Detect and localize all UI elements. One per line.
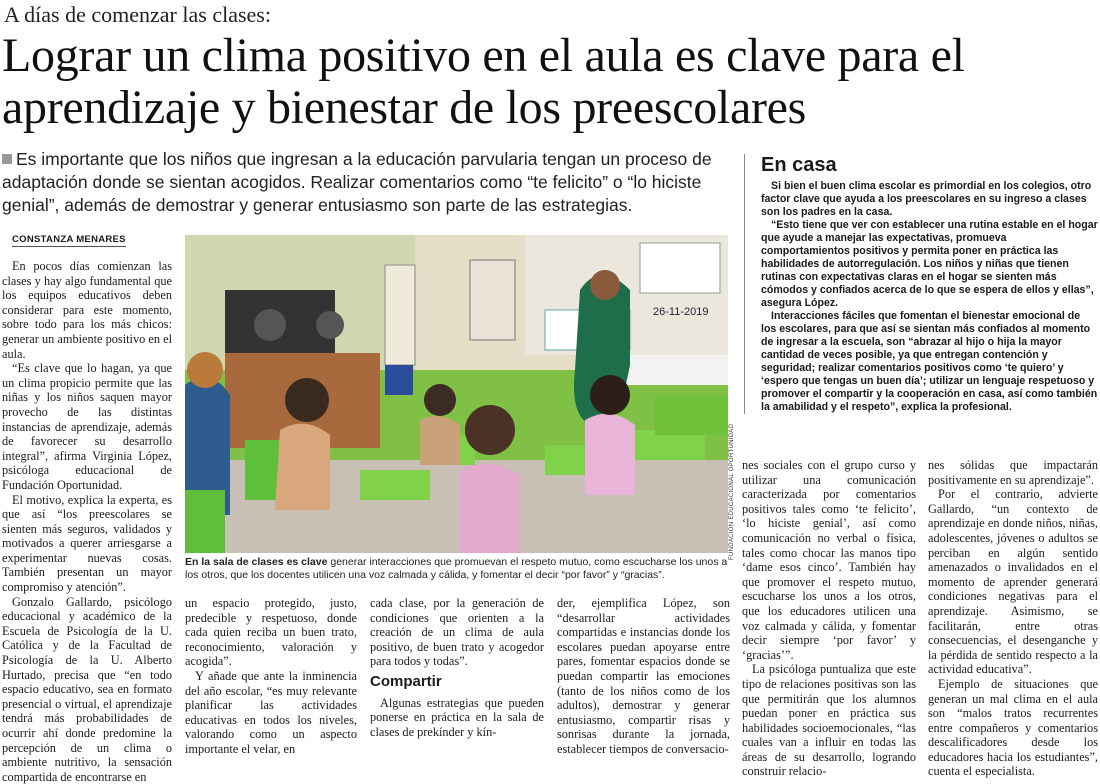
paragraph: La psicóloga puntualiza que este tipo de relaciones positivas son las que permitirán que los alumnos puedan poner en práctica sus habilidades socioemocionales, “las cuales van a influir en todas las áreas de su desarrollo, logrando construir relacio- (742, 662, 916, 779)
paragraph: Por el contrario, advierte Gallardo, “un contexto de aprendizaje en donde niños, niñas, adolescentes, jóvenes o adultos se perciban en algún sentido amenazados o invalidados en el momento de aprender generará condiciones negativas para el aprendizaje. Asimismo, se facilitarán, entre otras consecuencias, el desenganche y la pérdida de sentido respecto a la actividad educativa”. (928, 487, 1098, 677)
paragraph: “Es clave que lo hagan, ya que un clima propicio permite que las niñas y los niños saquen mayor provecho de las distintas instancias de aprendizaje, además de favorecer su desarrollo integral”, afirma Virginia López, psicóloga educacional de Fundación Oportunidad. (2, 361, 172, 492)
headline: Lograr un clima positivo en el aula es clave para el aprendizaje y bienestar de los preescolares (2, 29, 965, 134)
paragraph: nes sólidas que impactarán positivamente en su aprendizaje”. (928, 458, 1098, 487)
paragraph: En pocos días comienzan las clases y hay algo fundamental que los equipos educativos deben considerar para este momento, sobre todo para los más chicos: generar un ambiente positivo en el aula. (2, 259, 172, 361)
sidebar-paragraph: “Esto tiene que ver con establecer una rutina estable en el hogar que ayude a manejar las expectativas, promueva comportamientos positivos y permita poner en práctica las habilidades de autorregulación. Los niños y niñas que tienen rutinas con expectativas claras en el hogar se sienten más cómodos y confiados acerca de lo que se espera de ellos y ellas”, asegura López. (761, 219, 1098, 309)
body-column-5 (742, 458, 916, 779)
caption-text: generar interacciones que promuevan el respeto mutuo, como escucharse los unos a los otros, que los docentes utilicen una voz calmada y cálida, y fomentar el decir “por favor” y “gracias”. (185, 556, 728, 581)
paragraph: un espacio protegido, justo, predecible y respetuoso, donde cada quien reciba un buen trato, reconocimiento, valoración y acogida”. (185, 596, 357, 669)
paragraph: El motivo, explica la experta, es que así “los preescolares se sienten más seguros, validados y motivados a querer arriesgarse a experimentar nuevas cosas. También presentan un mayor compromiso y atención”. (2, 492, 172, 595)
paragraph: Y añade que ante la inminencia del año escolar, “es muy relevante planificar las actividades educativas en todos los niveles, valorando como un aspecto importante el velar, en (185, 668, 357, 756)
sidebar-paragraph: Si bien el buen clima escolar es primordial en los colegios, otro factor clave que ayuda a los preescolares en su ingreso a clases son los padres en la casa. (761, 180, 1092, 218)
sidebar-en-casa (744, 154, 1098, 414)
paragraph: Algunas estrategias que pueden ponerse en práctica en la sala de clases de prekínder y kín- (370, 695, 544, 739)
sidebar-title: En casa (761, 154, 837, 176)
lede (2, 148, 730, 217)
kicker: A días de comenzar las clases: (4, 2, 271, 27)
photo-credit: FUNDACIÓN EDUCACIONAL OPORTUNIDAD (729, 423, 735, 560)
body-column-3 (370, 596, 544, 739)
byline: CONSTANZA MENARES (12, 234, 126, 245)
bullet-square-icon (2, 154, 12, 164)
paragraph: nes sociales con el grupo curso y utilizar una comunicación caracterizada por comentarios positivos tales como ‘te felicito’, ‘lo hiciste genial’, así como comunicación no verbal o física, tales como chocar las manos tipo ‘dame esos cinco’. También hay que promover el respeto mutuo, escucharse los unos a los otros, que los educadores utilicen una voz calmada y cálida, y fomentar decir siempre ‘por favor’ y ‘gracias’”. (742, 458, 916, 662)
board-date: 26-11-2019 (653, 306, 709, 318)
body-column-6 (928, 458, 1098, 779)
body-column-2 (185, 596, 357, 757)
sidebar-paragraph: Interacciones fáciles que fomentan el bienestar emocional de los escolares, para que así se sientan más confiados al momento de ingresar a la escuela, son “abrazar al hijo o hija la mayor cantidad de veces posible, ya que entregan contención y seguridad; realizar comentarios positivos como ‘te quiero’ y ‘espero que tengas un buen día’; utilizar un lenguaje respetuoso y promover el compartir y la cooperación en casa, así como también la amabilidad y el respeto”, explica la profesional. (761, 310, 1098, 413)
photo-caption (185, 556, 728, 582)
body-column-1 (2, 259, 172, 784)
paragraph: der, ejemplifica López, son “desarrollar actividades compartidas e instancias donde los escolares puedan apoyarse entre pares, fomentar espacios donde se puedan compartir las emociones (tanto de los niños como de los adultos), demostrar y generar entusiasmo, compartir risas y sonrisas durante la jornada, establecer tiempos de conversacio- (557, 596, 730, 756)
paragraph: Gonzalo Gallardo, psicólogo educacional y académico de la Escuela de Psicología de la U. Católica y de la Facultad de Psicología de la U. Alberto Hurtado, precisa que “en todo espacio educativo, sea en formato presencial o virtual, el aprendizaje tendrá más probabilidades de ocurrir ahí donde predomine la percepción de un clima o ambiente nutritivo, la sensación compartida de encontrarse en (2, 594, 172, 784)
classroom-photo (185, 235, 728, 553)
paragraph: cada clase, por la generación de condiciones que orienten a la creación de un clima de aula positivo, de buen trato y acogedor para todos y todas”. (370, 596, 544, 669)
paragraph: Ejemplo de situaciones que generan un mal clima en el aula son “malos tratos recurrentes entre compañeros y comentarios descalificadores desde los educadores hacia los estudiantes”, cuenta el especialista. (928, 676, 1098, 779)
subheading: Compartir (370, 672, 442, 690)
lede-text: Es importante que los niños que ingresan a la educación parvularia tengan un proceso de adaptación donde se sientan acogidos. Realizar comentarios como “te felicito” o “lo hiciste genial”, además de demostrar y generar entusiasmo son parte de las estrategias. (2, 149, 712, 215)
body-column-4 (557, 596, 730, 757)
caption-bold: En la sala de clases es clave (185, 556, 328, 568)
